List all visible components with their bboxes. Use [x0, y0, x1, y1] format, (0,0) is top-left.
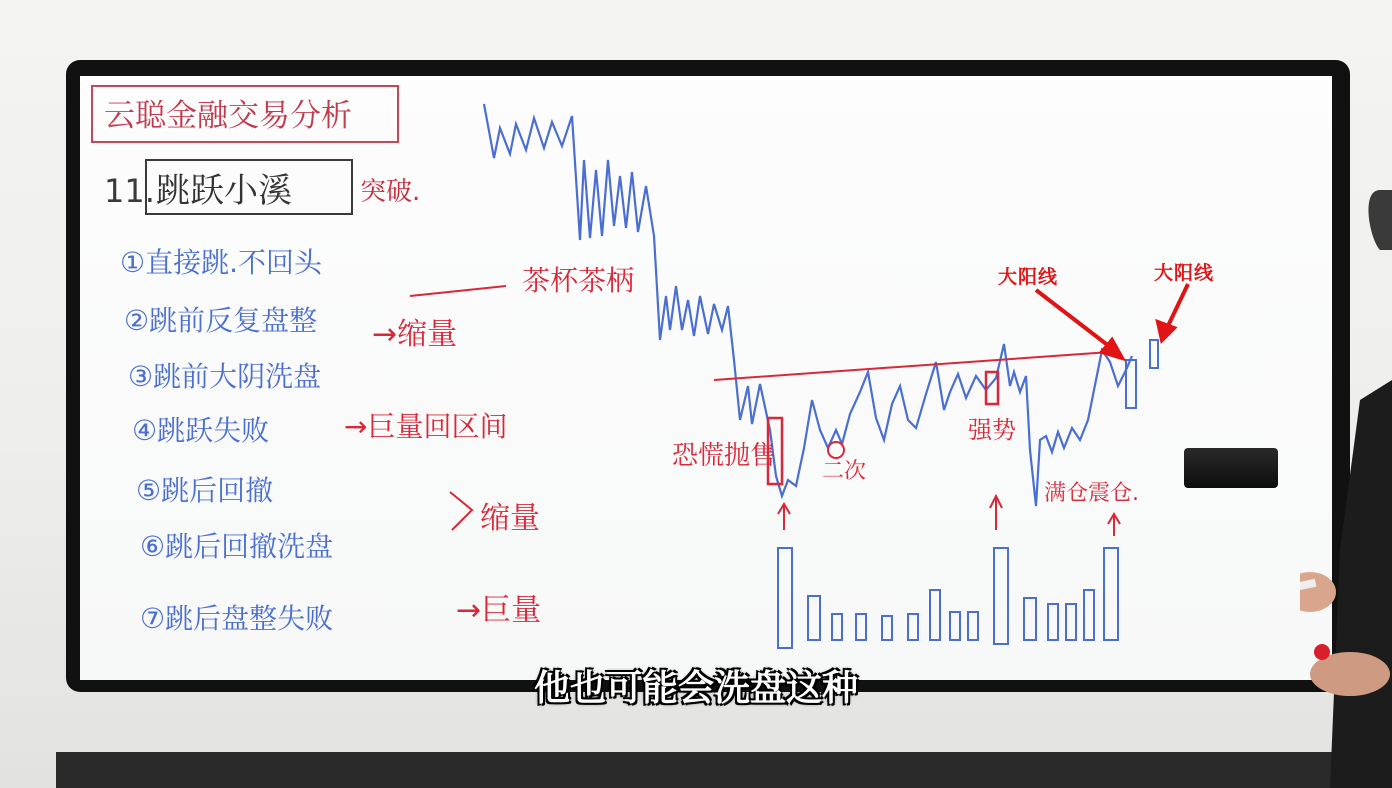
list-item: ①直接跳.不回头	[120, 246, 323, 279]
note-huge-volume-range: →巨量回区间	[344, 410, 508, 443]
note-shrink-volume-1: →缩量	[372, 317, 458, 352]
overlay-arrowhead	[1158, 322, 1174, 340]
list-item: ⑤跳后回撤	[136, 474, 274, 507]
overlay-arrow	[1166, 284, 1188, 330]
list-item: ③跳前大阴洗盘	[128, 360, 322, 393]
volume-bar	[1048, 604, 1058, 640]
volume-bar	[994, 548, 1008, 644]
volume-bar	[1104, 548, 1118, 640]
board-title: 云聪金融交易分析	[104, 98, 352, 134]
volume-bar	[930, 590, 940, 640]
list-item: ⑦跳后盘整失败	[140, 602, 334, 635]
label-big-yang-2: 大阳线	[1154, 262, 1215, 284]
underline-mark	[410, 286, 506, 296]
note-shrink-volume-2: 缩量	[480, 501, 540, 536]
volume-bar	[882, 616, 892, 640]
price-line	[484, 104, 1132, 506]
volume-bar	[1024, 598, 1036, 640]
note-huge-volume: →巨量	[456, 593, 542, 628]
volume-bar	[778, 548, 792, 648]
section-number: 11.	[104, 172, 155, 210]
list-item: ④跳跃失败	[132, 414, 270, 447]
up-arrow	[990, 496, 1002, 530]
note-cup-handle: 茶杯茶柄	[522, 264, 635, 297]
volume-bar	[908, 614, 918, 640]
presenter-hand	[1300, 572, 1336, 612]
volume-bar	[1084, 590, 1094, 640]
red-marker-cap	[1314, 644, 1330, 660]
note-second: 二次	[822, 459, 867, 484]
presenter-body	[1330, 380, 1392, 788]
second-test-circle	[828, 442, 844, 458]
up-arrow	[778, 504, 790, 530]
up-arrow	[1108, 514, 1120, 536]
section-suffix: 突破.	[360, 177, 421, 207]
video-subtitle: 他也可能会洗盘这种	[533, 668, 858, 709]
volume-bar	[808, 596, 820, 640]
volume-bar	[968, 612, 978, 640]
presenter-head	[1368, 190, 1392, 250]
overlay-arrow	[1036, 290, 1114, 350]
note-strong: 强势	[968, 416, 1016, 444]
resistance-line	[714, 352, 1110, 380]
note-full-position-shake: 满仓震仓.	[1044, 481, 1139, 506]
eraser	[1184, 448, 1278, 488]
label-big-yang-1: 大阳线	[998, 266, 1059, 288]
candle-mark	[1150, 340, 1158, 368]
list-item: ⑥跳后回撤洗盘	[140, 530, 334, 563]
bracket-mark	[450, 492, 472, 530]
volume-bar	[1066, 604, 1076, 640]
list-item: ②跳前反复盘整	[124, 304, 318, 337]
volume-bar	[832, 614, 842, 640]
volume-bar	[950, 612, 960, 640]
note-panic-selling: 恐慌抛售	[672, 441, 777, 471]
volume-bar	[856, 614, 866, 640]
section-title: 跳跃小溪	[156, 171, 292, 211]
